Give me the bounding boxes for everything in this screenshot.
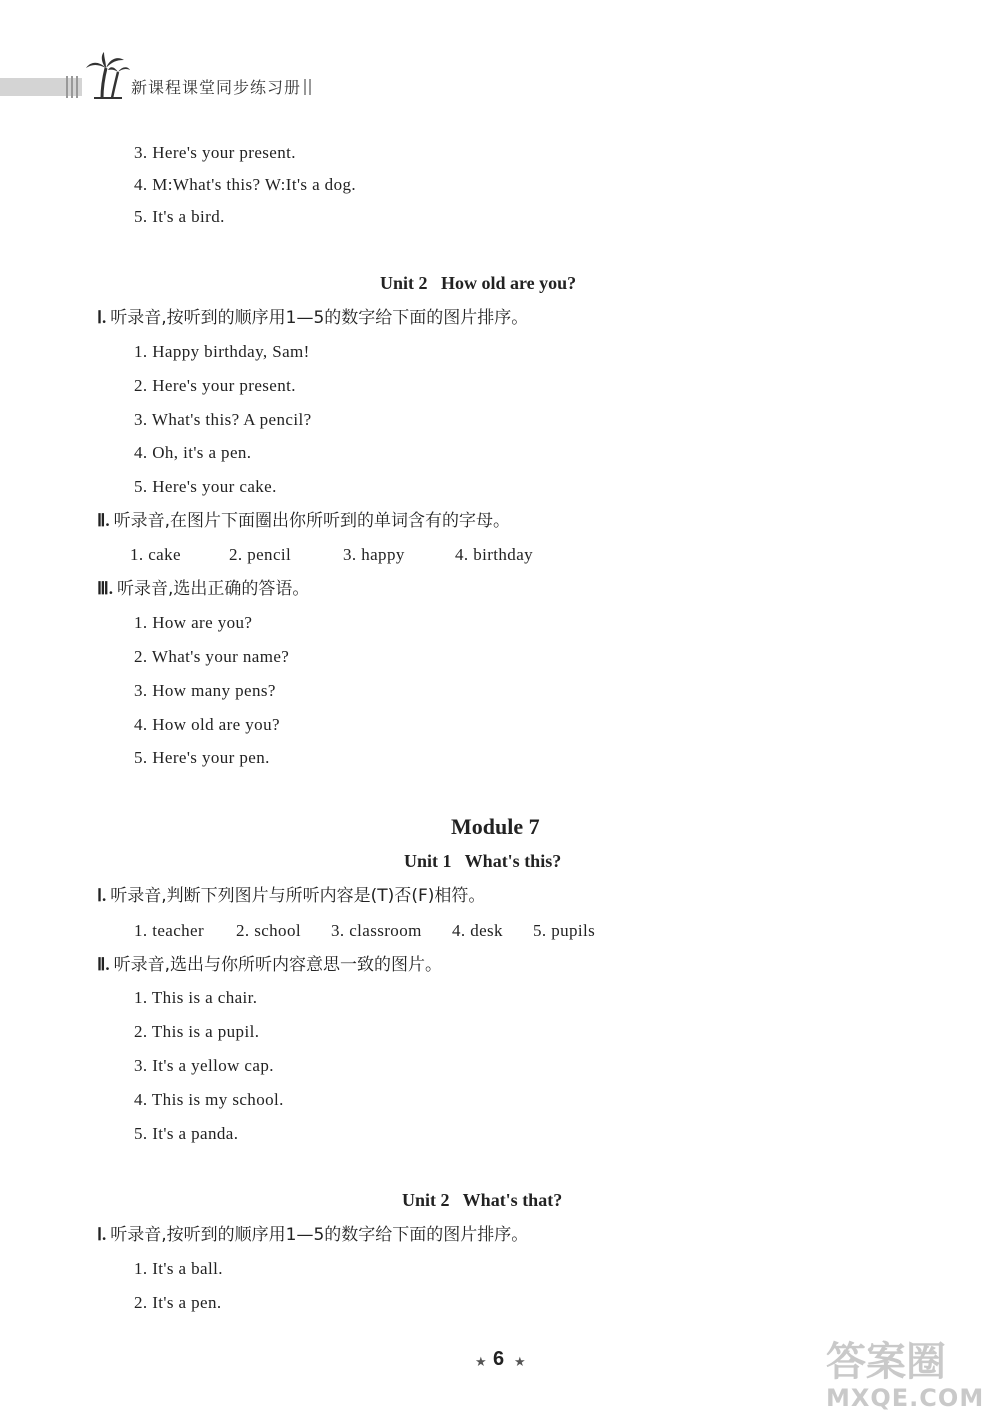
list-item: 1. How are you? <box>134 613 253 632</box>
list-item: 5. Here's your pen. <box>134 748 270 767</box>
list-item: 1. It's a ball. <box>134 1259 223 1278</box>
section-heading: Ⅰ. 听录音,按听到的顺序用1—5的数字给下面的图片排序。 <box>97 1225 529 1245</box>
list-item: 4. Oh, it's a pen. <box>134 443 252 462</box>
list-item: 3. Here's your present. <box>134 143 296 162</box>
word-item: 3. classroom <box>331 921 422 940</box>
list-item: 4. How old are you? <box>134 715 280 734</box>
list-item: 5. It's a panda. <box>134 1124 239 1143</box>
star-icon: ★ <box>475 1355 487 1370</box>
page-number: 6 <box>493 1348 505 1370</box>
section-heading: Ⅰ. 听录音,按听到的顺序用1—5的数字给下面的图片排序。 <box>97 308 529 328</box>
unit-title: Unit 2 What's that? <box>402 1190 563 1210</box>
list-item: 2. It's a pen. <box>134 1293 222 1312</box>
word-item: 3. happy <box>343 545 405 564</box>
section-heading: Ⅰ. 听录音,判断下列图片与所听内容是(T)否(F)相符。 <box>97 886 486 906</box>
list-item: 4. This is my school. <box>134 1090 284 1109</box>
list-item: 1. Happy birthday, Sam! <box>134 342 310 361</box>
section-heading: Ⅲ. 听录音,选出正确的答语。 <box>97 579 310 599</box>
module-title: Module 7 <box>451 814 540 839</box>
watermark-url: MXQE.COM <box>826 1384 985 1412</box>
book-title: 新课程课堂同步练习册 <box>131 78 302 97</box>
list-item: 2. What's your name? <box>134 647 290 666</box>
word-item: 4. birthday <box>455 545 534 564</box>
list-item: 2. Here's your present. <box>134 376 296 395</box>
list-item: 3. It's a yellow cap. <box>134 1056 274 1075</box>
word-item: 5. pupils <box>533 921 596 940</box>
list-item: 1. This is a chair. <box>134 988 258 1007</box>
word-item: 1. teacher <box>134 921 205 940</box>
section-heading: Ⅱ. 听录音,选出与你所听内容意思一致的图片。 <box>97 955 443 975</box>
word-item: 2. school <box>236 921 301 940</box>
list-item: 5. It's a bird. <box>134 207 225 226</box>
section-heading: Ⅱ. 听录音,在图片下面圈出你所听到的单词含有的字母。 <box>97 511 511 531</box>
list-item: 3. How many pens? <box>134 681 276 700</box>
watermark-logo: 答案圈 <box>826 1339 946 1385</box>
palm-tree-icon <box>84 50 130 100</box>
unit-title: Unit 1 What's this? <box>404 851 562 871</box>
list-item: 5. Here's your cake. <box>134 477 277 496</box>
word-item: 2. pencil <box>229 545 292 564</box>
unit-title: Unit 2 How old are you? <box>380 273 577 293</box>
list-item: 3. What's this? A pencil? <box>134 410 312 429</box>
star-icon: ★ <box>514 1355 526 1370</box>
word-item: 1. cake <box>130 545 181 564</box>
list-item: 4. M:What's this? W:It's a dog. <box>134 175 357 194</box>
header-divider-lines <box>66 76 86 98</box>
header-end-lines <box>304 79 314 95</box>
word-item: 4. desk <box>452 921 503 940</box>
list-item: 2. This is a pupil. <box>134 1022 260 1041</box>
